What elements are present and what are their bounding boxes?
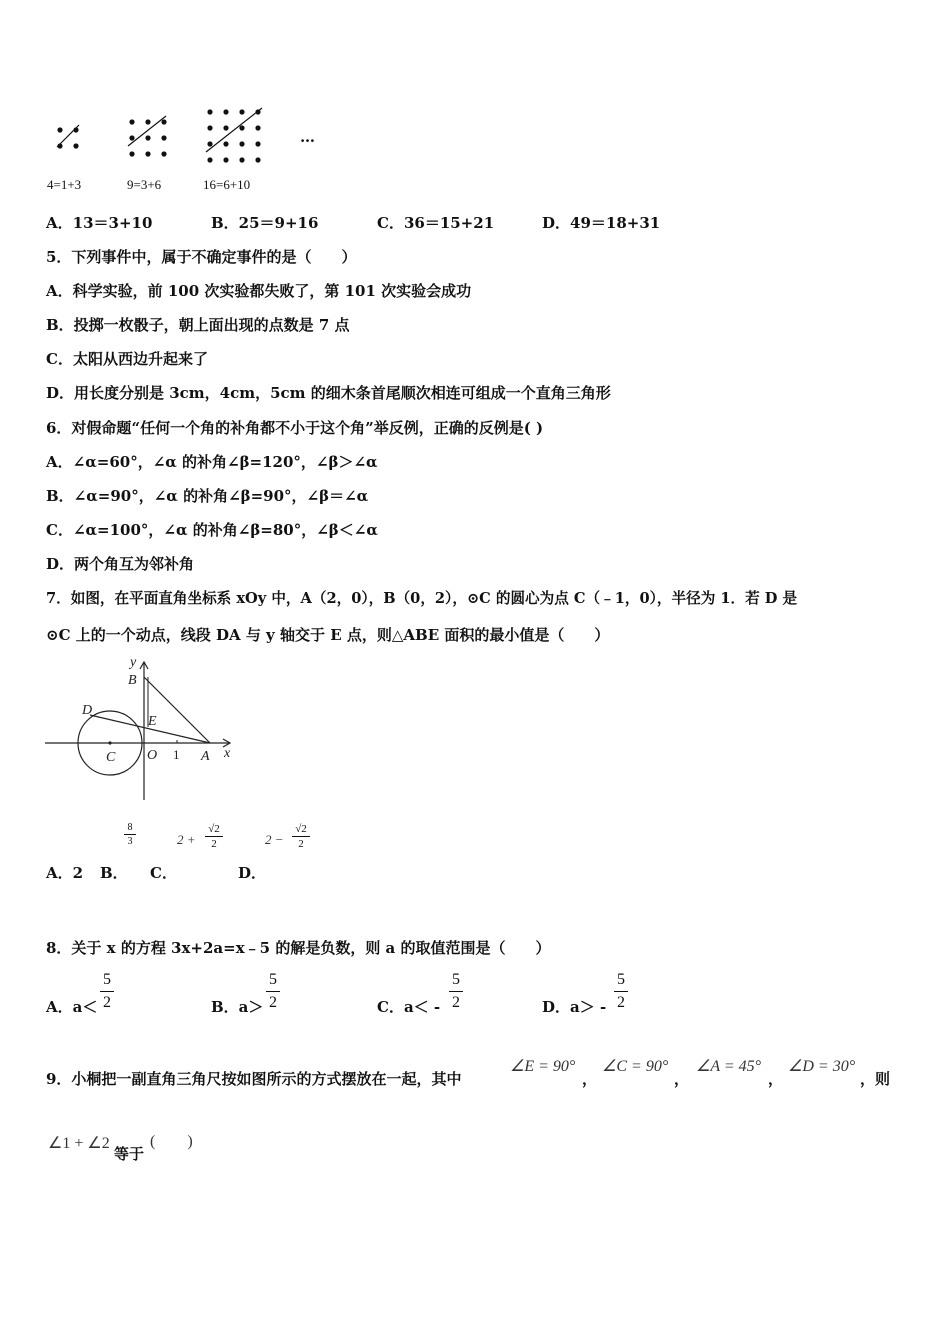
q5-stem: 5．下列事件中，属于不确定事件的是（ ）	[46, 248, 357, 266]
q5-option-d: D．用长度分别是 3cm，4cm，5cm 的细木条首尾顺次相连可组成一个直角三角形	[46, 384, 611, 402]
q8-option-c: C．a＜ -	[377, 998, 441, 1016]
q9-comma-3: ，	[768, 1070, 784, 1088]
q9-stem-lead: 9．小桐把一副直角三角尺按如图所示的方式摆放在一起，其中	[46, 1070, 462, 1088]
dot-pattern-16	[206, 108, 262, 163]
q9-equals-text: 等于	[114, 1145, 145, 1163]
q7-coordinate-figure	[40, 652, 240, 807]
q5-option-c: C．太阳从西边升起来了	[46, 350, 208, 368]
pattern-caption-2: 9=3+6	[127, 177, 162, 192]
pattern-caption-3: 16=6+10	[203, 177, 251, 192]
q7-option-a: A．2	[46, 864, 84, 882]
label-1: 1	[173, 747, 180, 762]
q9-angle-sum: ∠1 + ∠2	[48, 1135, 110, 1152]
q6-stem: 6．对假命题“任何一个角的补角都不小于这个角”举反例，正确的反例是( )	[46, 419, 544, 437]
q9-angle-c: ∠C = 90°	[602, 1058, 669, 1075]
q8-option-c-fraction: 5 2	[449, 971, 463, 1012]
segment-ab	[144, 677, 210, 743]
q9-angle-d: ∠D = 30°	[788, 1058, 856, 1075]
dot-patterns-figure	[40, 100, 340, 200]
label-x: x	[224, 746, 231, 761]
point-c	[108, 741, 111, 744]
q9-answer-paren: ( )	[150, 1133, 193, 1150]
q4-option-c: C．36＝15+21	[377, 214, 495, 232]
q6-option-d: D．两个角互为邻补角	[46, 555, 195, 573]
q6-option-b: B．∠α=90°，∠α 的补角∠β=90°，∠β＝∠α	[46, 487, 369, 505]
label-c: C	[106, 750, 116, 765]
dot-pattern-4	[57, 125, 79, 149]
q7-option-c: C．	[150, 864, 177, 882]
q9-comma-1: ，	[582, 1070, 598, 1088]
q6-option-c: C．∠α=100°，∠α 的补角∠β=80°，∠β＜∠α	[46, 521, 378, 539]
label-o: O	[147, 748, 158, 763]
q8-option-d: D．a＞ -	[542, 998, 607, 1016]
q5-option-b: B．投掷一枚骰子，朝上面出现的点数是 7 点	[46, 316, 350, 334]
q9-angle-a: ∠A = 45°	[696, 1058, 762, 1075]
label-a: A	[201, 749, 210, 764]
q8-option-b-fraction: 5 2	[266, 971, 280, 1012]
q8-option-a: A．a＜	[46, 998, 98, 1016]
q5-option-a: A．科学实验，前 100 次实验都失败了，第 101 次实验会成功	[46, 282, 472, 300]
q9-tail: ，则	[860, 1070, 891, 1088]
pattern-ellipsis: …	[300, 128, 315, 146]
dot-pattern-9	[128, 116, 167, 157]
q6-option-a: A．∠α=60°，∠α 的补角∠β=120°，∠β＞∠α	[46, 453, 378, 471]
q7-option-d-lead: 2 −	[265, 832, 284, 847]
q7-stem-line2: ⊙C 上的一个动点，线段 DA 与 y 轴交于 E 点，则△ABE 面积的最小值是（ ）	[46, 626, 610, 644]
q4-option-b: B．25＝9+16	[211, 214, 319, 232]
q7-option-d: D．	[238, 864, 267, 882]
q7-option-c-lead: 2 +	[177, 832, 196, 847]
label-b: B	[128, 673, 137, 688]
q8-stem: 8．关于 x 的方程 3x+2a=x﹣5 的解是负数，则 a 的取值范围是（ ）	[46, 939, 551, 957]
q7-option-d-fraction: √2 2	[292, 823, 310, 850]
label-y: y	[130, 655, 137, 670]
q8-option-d-fraction: 5 2	[614, 971, 628, 1012]
q9-comma-2: ，	[674, 1070, 690, 1088]
q9-angle-e: ∠E = 90°	[510, 1058, 576, 1075]
q4-option-a: A．13＝3+10	[46, 214, 153, 232]
label-e: E	[148, 714, 157, 729]
q7-option-c-fraction: √2 2	[205, 823, 223, 850]
q7-option-b-fraction: 8 3	[124, 822, 136, 847]
q4-option-d: D．49＝18+31	[542, 214, 661, 232]
pattern-caption-1: 4=1+3	[47, 177, 82, 192]
q7-stem-line1: 7．如图，在平面直角坐标系 xOy 中，A（2，0），B（0，2），⊙C 的圆心为点 C（﹣1，0），半径为 1．若 D 是	[46, 590, 798, 607]
label-d: D	[82, 703, 93, 718]
q7-option-b: B．	[100, 864, 128, 882]
q8-option-a-fraction: 5 2	[100, 971, 114, 1012]
q8-option-b: B．a＞	[211, 998, 264, 1016]
